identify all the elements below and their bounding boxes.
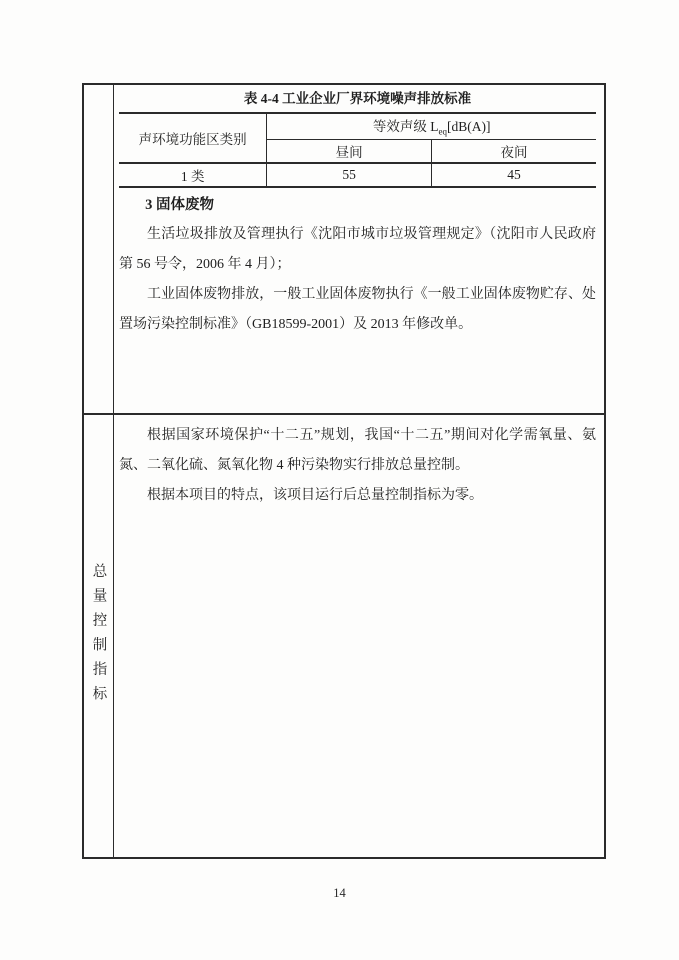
day-header-cell: 昼间 bbox=[267, 139, 432, 163]
table-row bbox=[119, 163, 596, 187]
noise-table-title: 表 4-4 工业企业厂界环境噪声排放标准 bbox=[243, 91, 472, 106]
category-value-cell: 1 类 bbox=[119, 163, 267, 187]
total-control-section bbox=[84, 415, 604, 857]
leq-header-suffix: [dB(A)] bbox=[446, 119, 491, 135]
leq-header-prefix: 等效声级 L bbox=[372, 119, 439, 135]
solid-waste-para-2: 工业固体废物排放，一般工业固体废物执行《一般工业固体废物贮存、处置场污染控制标准》（GB18599-2001）及 2013 年修改单。 bbox=[119, 287, 596, 332]
solid-waste-heading: 3 固体废物 bbox=[145, 197, 214, 213]
page-number: 14 bbox=[333, 886, 346, 900]
night-header-cell: 夜间 bbox=[431, 139, 596, 163]
leq-header-subscript: eq bbox=[438, 127, 447, 138]
total-control-side-column bbox=[84, 415, 114, 857]
category-header-cell: 声环境功能区类别 bbox=[119, 113, 267, 163]
total-control-para-1: 根据国家环境保护“十二五”规划，我国“十二五”期间对化学需氧量、氨氮、二氧化硫、氮氧化物 4 种污染物实行排放总量控制。 bbox=[119, 428, 596, 473]
total-control-side-label: 总量控制指标 bbox=[90, 562, 107, 710]
leq-header-cell bbox=[267, 113, 596, 139]
total-control-para-2: 根据本项目的特点，该项目运行后总量控制指标为零。 bbox=[147, 488, 483, 503]
noise-standards-table bbox=[119, 112, 596, 188]
standards-content bbox=[114, 85, 604, 413]
eia-form-table bbox=[82, 83, 606, 859]
day-value-cell: 55 bbox=[267, 163, 432, 187]
total-control-content bbox=[114, 415, 604, 857]
solid-waste-para-1: 生活垃圾排放及管理执行《沈阳市城市垃圾管理规定》（沈阳市人民政府第 56 号令，2006 年 4 月）； bbox=[119, 227, 596, 272]
standards-side-column bbox=[84, 85, 114, 413]
night-value-cell: 45 bbox=[431, 163, 596, 187]
standards-section bbox=[84, 85, 604, 415]
